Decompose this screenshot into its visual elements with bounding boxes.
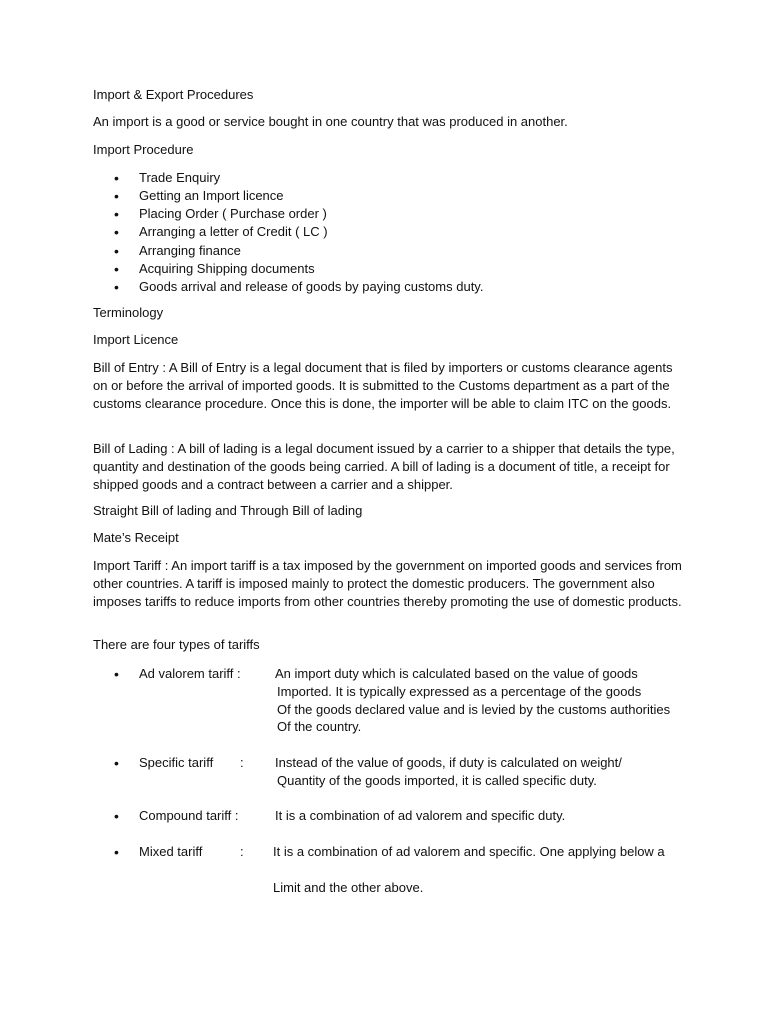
procedure-step: • Getting an Import licence — [114, 187, 483, 205]
terminology-heading: Terminology — [93, 305, 164, 320]
tariff-description-line: It is a combination of ad valorem and specific. One applying below a — [273, 844, 665, 859]
import-licence-heading: Import Licence — [93, 332, 179, 347]
tariff-name: Ad valorem tariff : — [139, 666, 241, 681]
tariff-description — [275, 665, 670, 736]
tariff-description-line: Quantity of the goods imported, it is called specific duty. — [277, 772, 597, 788]
tariff-name: Specific tariff — [139, 755, 214, 770]
tariff-description — [273, 843, 665, 897]
bill-of-entry-paragraph: Bill of Entry : A Bill of Entry is a legal document that is filed by importers or customs clearance agents on or before the arrival of imported goods. It is submitted to the Customs department as a part of the customs clearance procedure. Once this is done, the importer will be able to claim ITC on the goods. — [93, 360, 673, 411]
tariff-types-intro: There are four types of tariffs — [93, 637, 260, 652]
tariff-description-line: Of the goods declared value and is levied by the customs authorities — [277, 701, 671, 717]
tariff-description-line: It is a combination of ad valorem and specific duty. — [275, 808, 566, 823]
document-title: Import & Export Procedures — [93, 87, 254, 102]
tariff-description-line: Limit and the other above. — [273, 880, 424, 895]
procedure-step: • Placing Order ( Purchase order ) — [114, 205, 483, 223]
procedure-step: • Trade Enquiry — [114, 169, 483, 187]
tariff-description-line: Of the country. — [277, 719, 362, 735]
procedure-heading: Import Procedure — [93, 142, 194, 157]
tariff-name: Mixed tariff — [139, 844, 203, 859]
procedure-step: • Arranging a letter of Credit ( LC ) — [114, 223, 483, 241]
tariff-description — [275, 807, 565, 825]
tariff-colon: : — [240, 844, 244, 859]
procedure-list — [114, 169, 483, 296]
tariff-colon: : — [240, 755, 244, 770]
tariff-description-line: Instead of the value of goods, if duty is calculated on weight/ — [275, 755, 622, 770]
tariff-name: Compound tariff : — [139, 808, 239, 823]
procedure-step: • Goods arrival and release of goods by paying customs duty. — [114, 278, 483, 296]
bill-of-lading-paragraph: Bill of Lading : A bill of lading is a legal document issued by a carrier to a shipper that details the type, quantity and destination of the goods being carried. A bill of lading is a document of title, a receipt for shipped goods and a contract between a carrier and a shipper. — [93, 441, 675, 492]
bullet-icon: • — [114, 666, 119, 682]
tariff-description-line: Imported. It is typically expressed as a percentage of the goods — [277, 683, 642, 699]
import-tariff-paragraph: Import Tariff : An import tariff is a tax imposed by the government on imported goods and services from other countries. A tariff is imposed mainly to protect the domestic producers. The government also imposes tariffs to reduce imports from other countries thereby promoting the use of domestic products. — [93, 558, 682, 609]
procedure-step: • Arranging finance — [114, 242, 483, 260]
bullet-icon: • — [114, 844, 119, 860]
tariff-description-line: An import duty which is calculated based on the value of goods — [275, 666, 638, 681]
bullet-icon: • — [114, 755, 119, 771]
tariff-description — [275, 754, 622, 790]
mates-receipt-heading: Mate’s Receipt — [93, 530, 179, 545]
tariff-description-line — [273, 861, 665, 879]
intro-paragraph: An import is a good or service bought in one country that was produced in another. — [93, 114, 568, 129]
bullet-icon: • — [114, 808, 119, 824]
straight-bill-heading: Straight Bill of lading and Through Bill of lading — [93, 503, 363, 518]
procedure-step: • Acquiring Shipping documents — [114, 260, 483, 278]
